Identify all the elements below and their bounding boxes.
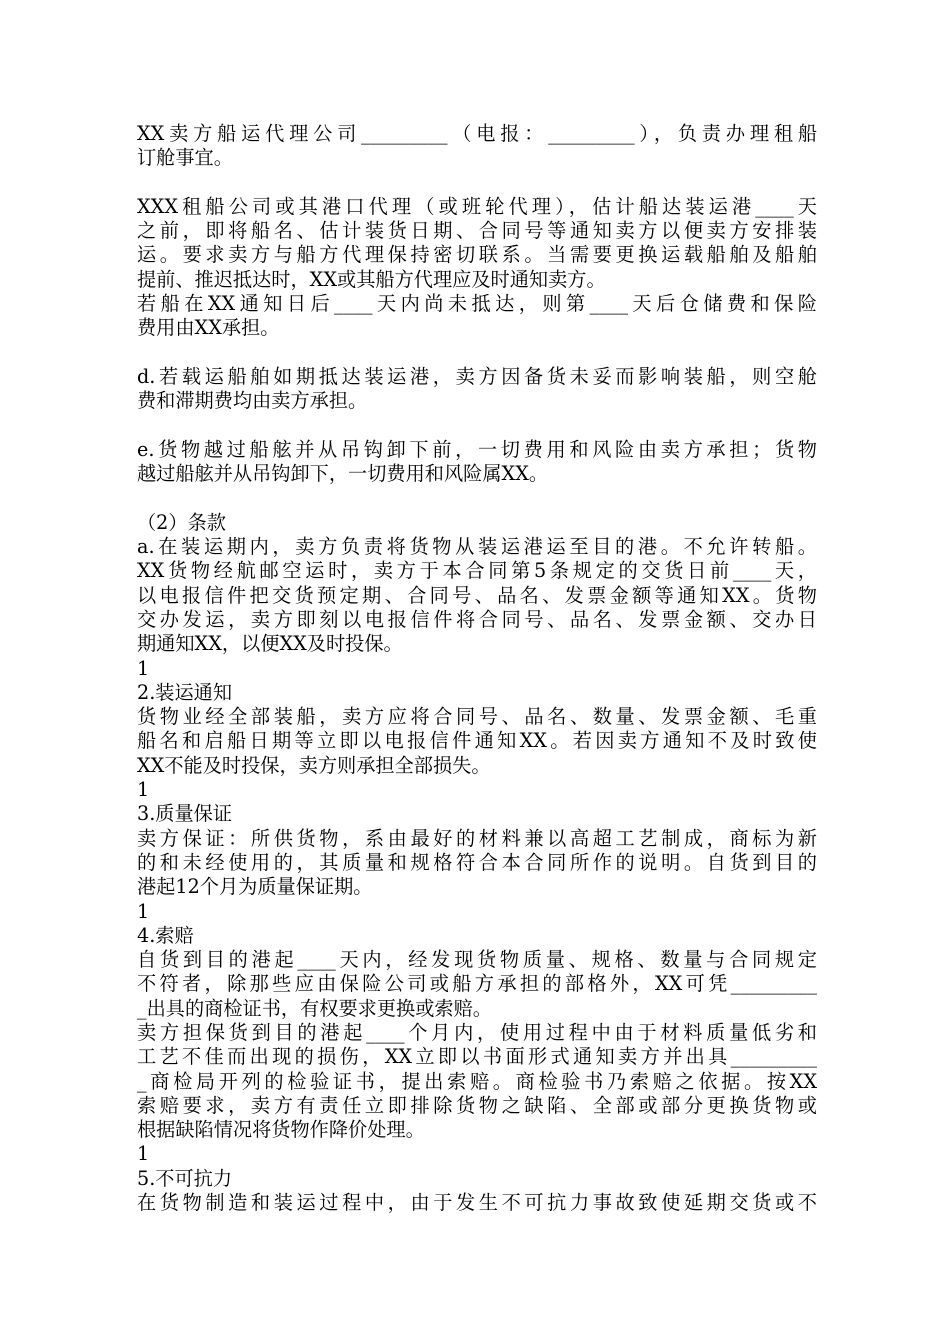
text-line: 1: [137, 899, 150, 923]
text-line: XX卖方船运代理公司_________（电报：_________），负责办理租船: [137, 122, 817, 145]
text-line: 交办发运，卖方即刻以电报信件将合同号、品名、发票金额、交办日: [137, 607, 817, 631]
paragraph-gap: [137, 341, 817, 365]
text-line: 期通知XX，以便XX及时投保。: [137, 632, 403, 656]
text-line: 越过船舷并从吊钩卸下，一切费用和风险属XX。: [137, 462, 549, 486]
text-line: 以电报信件把交货预定期、合同号、品名、发票金额等通知XX。货物: [137, 583, 817, 607]
text-line: a.在装运期内，卖方负责将货物从装运港运至目的港。不允许转船。: [137, 535, 817, 559]
text-line: 5.不可抗力: [137, 1166, 233, 1190]
text-line: 卖方担保货到目的港起____个月内，使用过程中由于材料质量低劣和: [137, 1020, 817, 1044]
text-line: 1: [137, 778, 150, 802]
text-line: 订舱事宜。: [137, 146, 233, 170]
document-page: [137, 122, 817, 1215]
text-line: XX货物经航邮空运时，卖方于本合同第5条规定的交货日前____天，: [137, 559, 817, 583]
text-line: 不符者，除那些应由保险公司或船方承担的部格外，XX可凭_________: [137, 972, 817, 996]
text-line: 自货到目的港起____天内，经发现货物质量、规格、数量与合同规定: [137, 948, 817, 972]
text-line: _出具的商检证书，有权要求更换或索赔。: [137, 996, 492, 1020]
text-line: 2.装运通知: [137, 680, 233, 704]
text-line: _商检局开列的检验证书，提出索赔。商检验书乃索赔之依据。按XX: [137, 1069, 817, 1093]
text-line: 运。要求卖方与船方代理保持密切联系。当需要更换运载船舶及船舶: [137, 243, 817, 267]
text-line: 1: [137, 656, 150, 680]
paragraph-gap: [137, 171, 817, 195]
text-line: 港起12个月为质量保证期。: [137, 875, 373, 899]
paragraph-gap: [137, 486, 817, 510]
text-line: 1: [137, 1142, 150, 1166]
text-line: 卖方保证：所供货物，系由最好的材料兼以高超工艺制成，商标为新: [137, 826, 817, 850]
text-line: 之前，即将船名、估计装货日期、合同号等通知卖方以便卖方安排装: [137, 219, 817, 243]
text-line: 3.质量保证: [137, 802, 233, 826]
text-line: 若船在XX通知日后____天内尚未抵达，则第____天后仓储费和保险: [137, 292, 817, 316]
text-line: 工艺不佳而出现的损伤，XX立即以书面形式通知卖方并出具_________: [137, 1045, 817, 1069]
text-line: 费用由XX承担。: [137, 316, 280, 340]
text-line: 在货物制造和装运过程中，由于发生不可抗力事故致使延期交货或不: [137, 1191, 817, 1215]
text-line: d.若载运船舶如期抵达装运港，卖方因备货未妥而影响装船，则空舱: [137, 364, 817, 388]
text-line: 货物业经全部装船，卖方应将合同号、品名、数量、发票金额、毛重: [137, 705, 817, 729]
text-line: 提前、推迟抵达时，XX或其船方代理应及时通知卖方。: [137, 267, 606, 291]
text-line: 船名和启船日期等立即以电报信件通知XX。若因卖方通知不及时致使: [137, 729, 817, 753]
paragraph-gap: [137, 414, 817, 438]
text-line: 费和滞期费均由卖方承担。: [137, 389, 368, 413]
text-line: 根据缺陷情况将货物作降价处理。: [137, 1118, 425, 1142]
text-line: XXX租船公司或其港口代理（或班轮代理），估计船达装运港____天: [137, 194, 817, 218]
text-line: 4.索赔: [137, 923, 194, 947]
text-line: 索赔要求，卖方有责任立即排除货物之缺陷、全部或部分更换货物或: [137, 1093, 817, 1117]
text-line: 的和未经使用的，其质量和规格符合本合同所作的说明。自货到目的: [137, 850, 817, 874]
text-line: XX不能及时投保，卖方则承担全部损失。: [137, 753, 491, 777]
text-line: e.货物越过船舷并从吊钩卸下前，一切费用和风险由卖方承担；货物: [137, 437, 817, 461]
text-line: （2）条款: [137, 510, 226, 534]
